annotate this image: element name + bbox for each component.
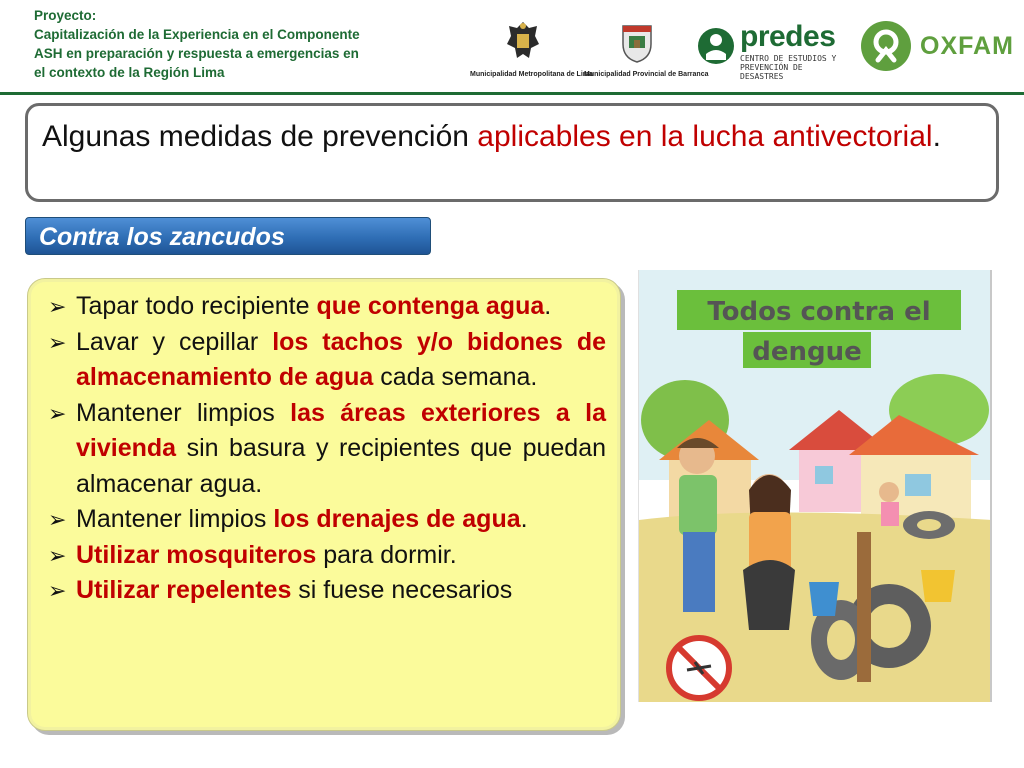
item-text: Mantener limpios [76,398,291,427]
project-line: ASH en preparación y respuesta a emergencias en [34,46,359,61]
oxfam-mark-icon [860,20,912,72]
arrow-bullet-icon: ➢ [48,578,67,603]
municipal-logos [470,18,709,84]
section-subheader-label: Contra los zancudos [39,223,285,251]
slide-title-box [25,103,999,202]
list-item [46,573,606,609]
predes-subtitle-line: PREVENCIÓN DE DESASTRES [740,63,803,81]
oxfam-logo [860,20,1014,72]
project-line: el contexto de la Región Lima [34,65,225,80]
item-highlight: Utilizar mosquiteros [76,540,317,569]
item-text: para dormir. [316,540,457,569]
item-text: . [520,505,528,533]
item-text: cada semana. [373,363,538,391]
predes-mark-icon [696,24,736,70]
item-text: Mantener limpios [76,505,274,533]
arrow-bullet-icon: ➢ [48,507,67,532]
barranca-logo-caption: Municipalidad Provincial de Barranca [584,71,709,78]
predes-wordmark: predes [740,20,836,53]
item-highlight: los drenajes de agua [273,505,521,533]
slide-title [42,118,986,155]
project-line: Capitalización de la Experiencia en el Componente [34,27,360,42]
arrow-bullet-icon: ➢ [48,542,67,568]
project-line: Proyecto: [34,8,97,23]
item-text: si fuese necesarios [291,576,513,604]
title-part: Algunas medidas de prevención [42,120,478,153]
list-item [46,502,606,538]
poster-title-line2: dengue [752,337,862,367]
arrow-bullet-icon: ➢ [48,329,67,355]
list-item [46,325,606,396]
item-highlight: los tachos y/o bidones de almacenamiento de agua [76,327,606,391]
title-part: . [932,120,941,153]
predes-subtitle-line: CENTRO DE ESTUDIOS Y [740,54,837,63]
list-item [46,396,606,503]
item-highlight: las áreas exteriores a la vivienda [76,398,606,462]
barranca-crest-icon [617,18,657,64]
poster-title-line1: Todos contra el [707,297,931,327]
item-text: Lavar y cepillar [76,327,273,356]
list-item [46,289,606,325]
arrow-bullet-icon: ➢ [48,400,67,426]
lima-logo [470,18,593,84]
item-highlight: que contenga agua [316,292,545,320]
measures-list [46,289,606,609]
item-highlight: Utilizar repelentes [76,576,292,604]
lima-logo-caption: Municipalidad Metropolitana de Lima [470,71,593,78]
item-text: . [544,292,552,320]
dengue-poster-illustration [638,270,992,702]
section-subheader [25,217,431,255]
list-item [46,538,606,574]
measures-panel [27,278,621,731]
dengue-poster-art [639,270,991,702]
oxfam-wordmark: OXFAM [920,32,1014,60]
item-text: sin basura y recipientes que puedan almacenar agua. [76,434,606,498]
header-divider [0,92,1024,95]
predes-subtitle [740,54,844,81]
predes-logo [696,20,844,81]
item-text: Tapar todo recipiente [76,292,317,320]
title-highlight: aplicables en la lucha antivectorial [477,120,933,153]
arrow-bullet-icon: ➢ [48,294,67,319]
barranca-logo [584,18,709,84]
lima-crest-icon [503,18,543,64]
project-header [34,6,434,82]
